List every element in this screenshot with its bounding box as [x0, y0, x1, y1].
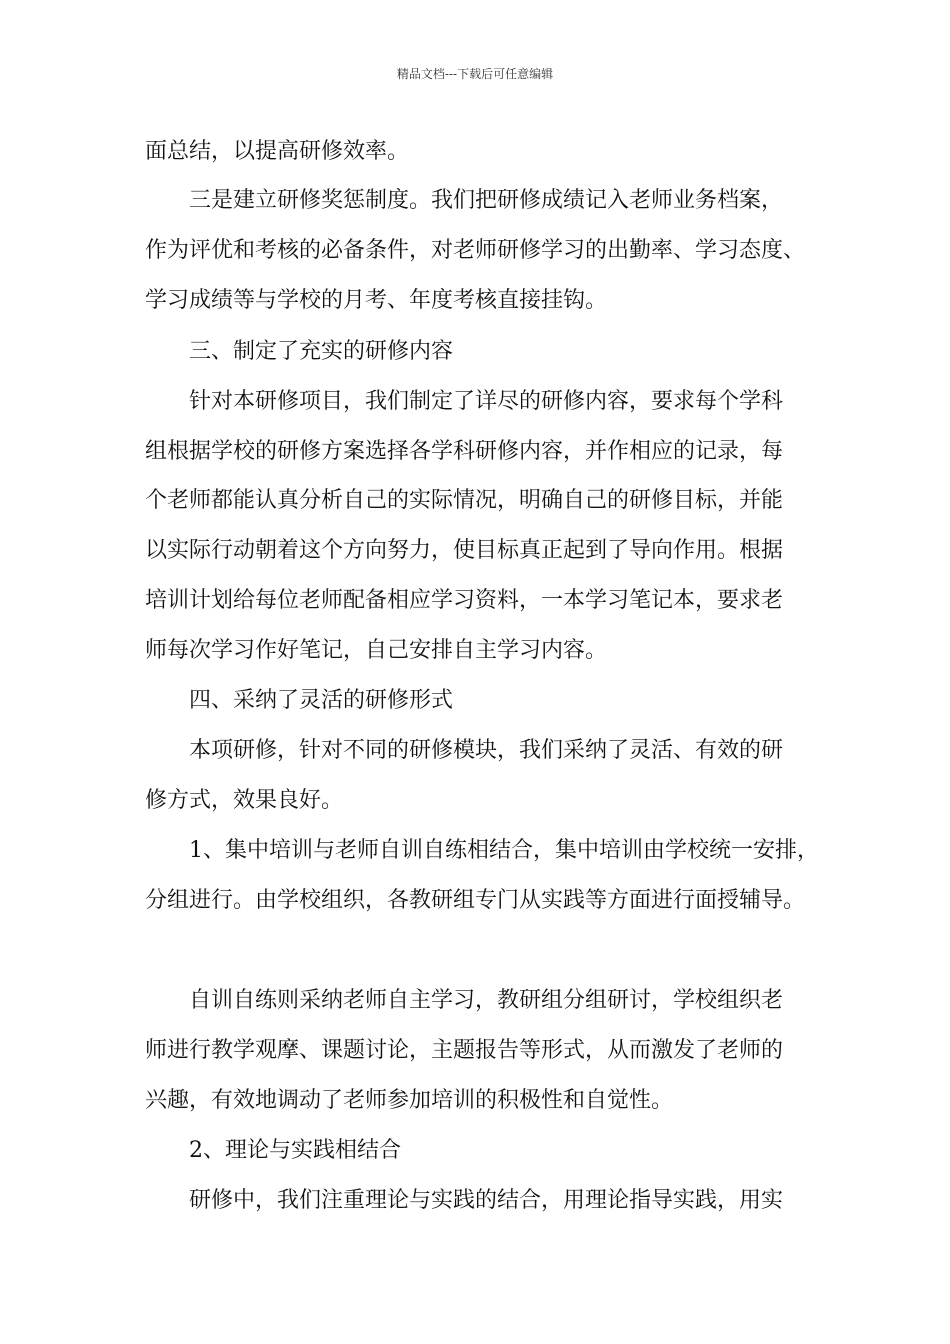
text-line: 自训自练则采纳老师自主学习，教研组分组研讨，学校组织老	[145, 988, 784, 1013]
text-line: 个老师都能认真分析自己的实际情况，明确自己的研修目标，并能	[145, 488, 784, 513]
text-line: 研修中，我们注重理论与实践的结合，用理论指导实践，用实	[145, 1188, 784, 1213]
section-heading: 2、理论与实践相结合	[145, 1138, 401, 1163]
text-line: 本项研修，针对不同的研修模块，我们采纳了灵活、有效的研	[145, 738, 784, 763]
text-line: 师每次学习作好笔记，自己安排自主学习内容。	[145, 638, 608, 663]
text-line: 修方式，效果良好。	[145, 788, 344, 813]
text-line: 兴趣，有效地调动了老师参加培训的积极性和自觉性。	[145, 1088, 674, 1113]
text-line: 三是建立研修奖惩制度。我们把研修成绩记入老师业务档案，	[145, 188, 784, 213]
section-heading: 四、采纳了灵活的研修形式	[145, 688, 454, 713]
text-line: 分组进行。由学校组织，各教研组专门从实践等方面进行面授辅导。	[145, 888, 806, 913]
text-line: 学习成绩等与学校的月考、年度考核直接挂钩。	[145, 288, 608, 313]
page-header: 精品文档---下载后可任意编辑	[396, 67, 554, 81]
section-heading: 三、制定了充实的研修内容	[145, 339, 454, 364]
text-line: 培训计划给每位老师配备相应学习资料，一本学习笔记本，要求老	[145, 588, 784, 613]
text-line: 组根据学校的研修方案选择各学科研修内容，并作相应的记录，每	[145, 439, 784, 464]
text-line: 以实际行动朝着这个方向努力，使目标真正起到了导向作用。根据	[145, 538, 784, 563]
text-line: 师进行教学观摩、课题讨论，主题报告等形式，从而激发了老师的	[145, 1038, 784, 1063]
text-line: 作为评优和考核的必备条件，对老师研修学习的出勤率、学习态度、	[145, 238, 806, 263]
text-line: 针对本研修项目，我们制定了详尽的研修内容，要求每个学科	[145, 389, 784, 414]
text-line: 面总结，以提高研修效率。	[145, 139, 410, 164]
text-line: 1、集中培训与老师自训自练相结合，集中培训由学校统一安排，	[145, 838, 819, 863]
